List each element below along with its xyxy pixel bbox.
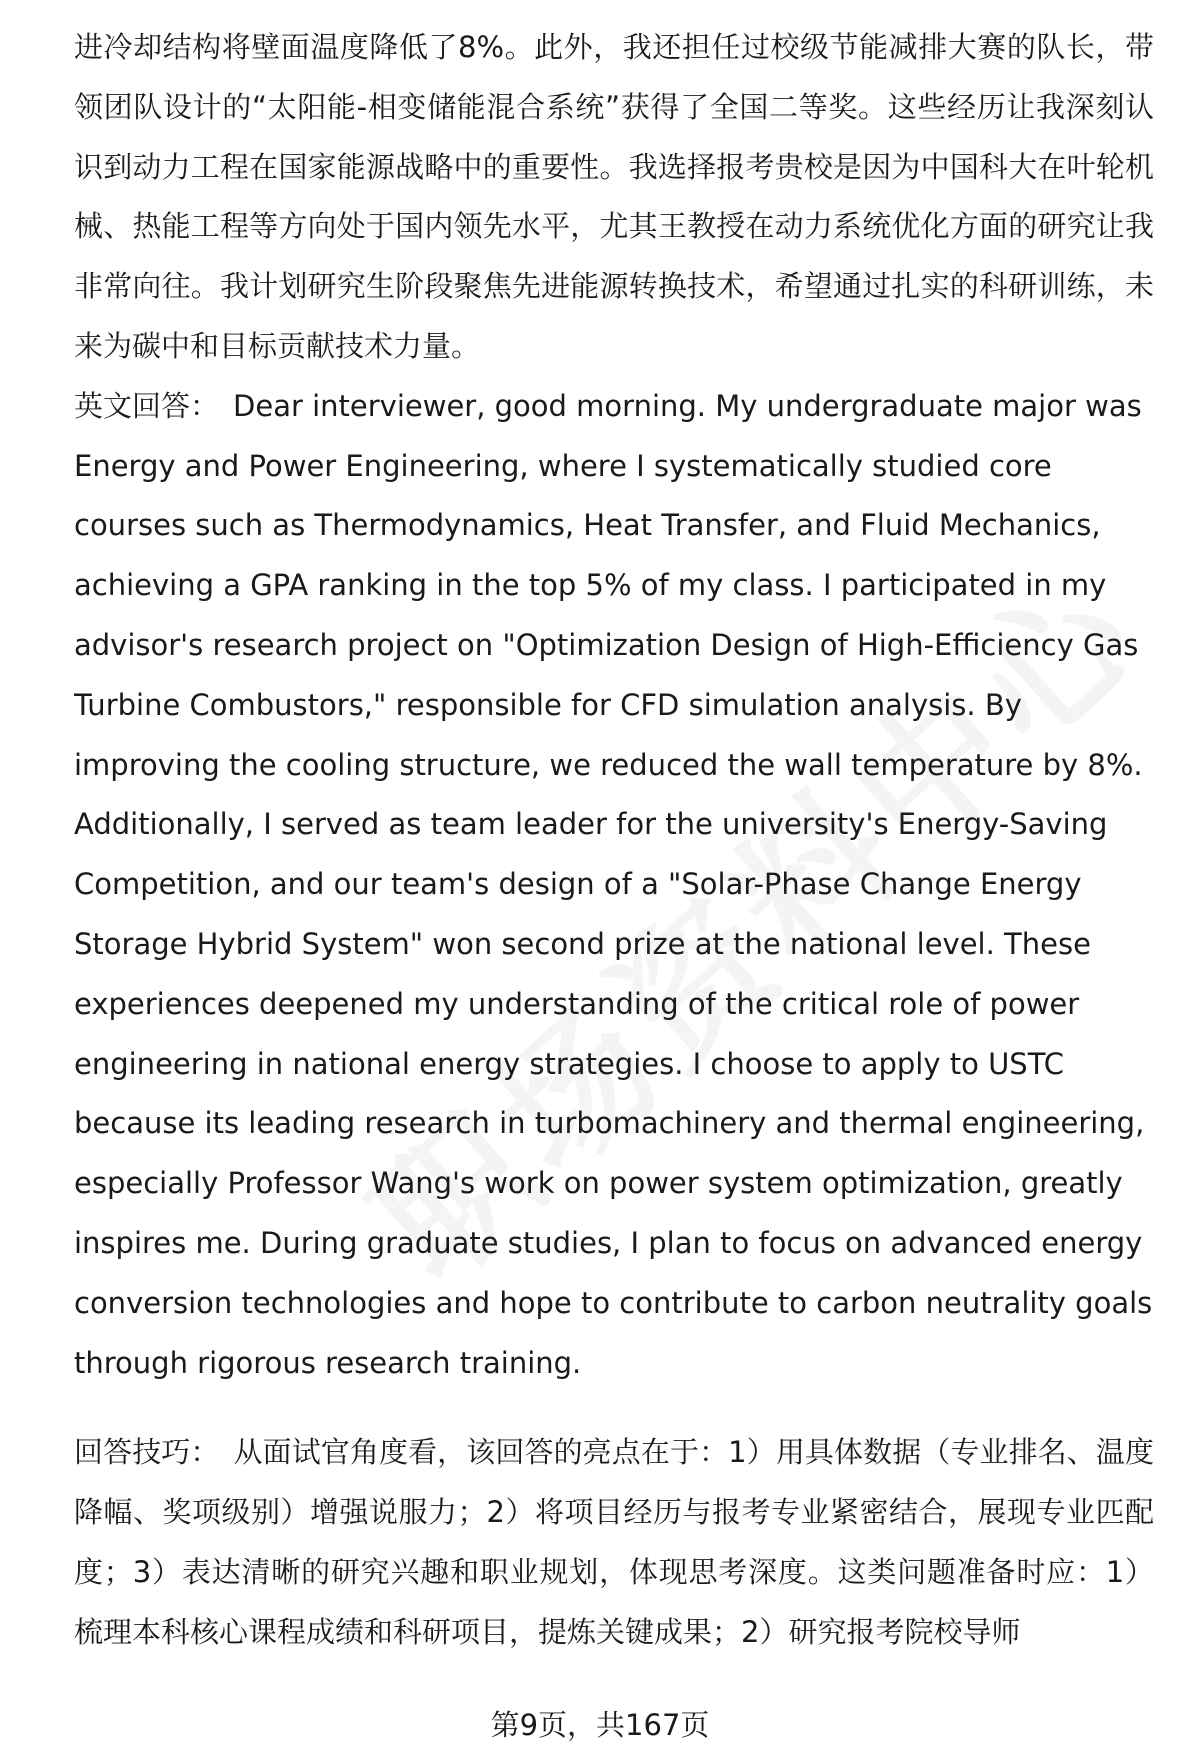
page-footer: 第9页，共167页 [490,1708,710,1742]
english-answer [74,377,1154,1394]
english-answer-text: Dear interviewer, good morning. My undergraduate major was Energy and Power Engineering, where I systematically studied core courses such as Thermodynamics, Heat Transfer, and Fluid Mechanics, achieving a GPA ranking in the top 5% of my class. I participated in my advisor's research project on "Optimization Design of High-Efficiency Gas Turbine Combustors," responsible for CFD simulation analysis. By improving the cooling structure, we reduced the wall temperature by 8%. Additionally, I served as team leader for the university's Energy-Saving Competition, and our team's design of a "Solar-Phase Change Energy Storage Hybrid System" won second prize at the national level. These experiences deepened my understanding of the critical role of power engineering in national energy strategies. I choose to apply to USTC because its leading research in turbomachinery and thermal engineering, especially Professor Wang's work on power system optimization, greatly inspires me. During graduate studies, I plan to focus on advanced energy conversion technologies and hope to contribute to carbon neutrality goals through rigorous research training. [74,388,1153,1380]
answer-tips [74,1423,1154,1662]
english-answer-label: 英文回答： [74,388,220,423]
chinese-answer-continuation: 进冷却结构将壁面温度降低了8%。此外，我还担任过校级节能减排大赛的队长，带领团队设计的“太阳能-相变储能混合系统”获得了全国二等奖。这些经历让我深刻认识到动力工程在国家能源战略中的重要性。我选择报考贵校是因为中国科大在叶轮机械、热能工程等方向处于国内领先水平，尤其王教授在动力系统优化方面的研究让我非常向往。我计划研究生阶段聚焦先进能源转换技术，希望通过扎实的科研训练，未来为碳中和目标贡献技术力量。 [74,30,1154,363]
answer-tips-text: 从面试官角度看，该回答的亮点在于：1）用具体数据（专业排名、温度降幅、奖项级别）增强说服力；2）将项目经历与报考专业紧密结合，展现专业匹配度；3）表达清晰的研究兴趣和职业规划，体现思考深度。这类问题准备时应：1）梳理本科核心课程成绩和科研项目，提炼关键成果；2）研究报考院校导师 [74,1435,1154,1649]
paragraph-gap [74,1393,1154,1423]
document-body [74,18,1154,1663]
answer-tips-label: 回答技巧： [74,1435,220,1470]
